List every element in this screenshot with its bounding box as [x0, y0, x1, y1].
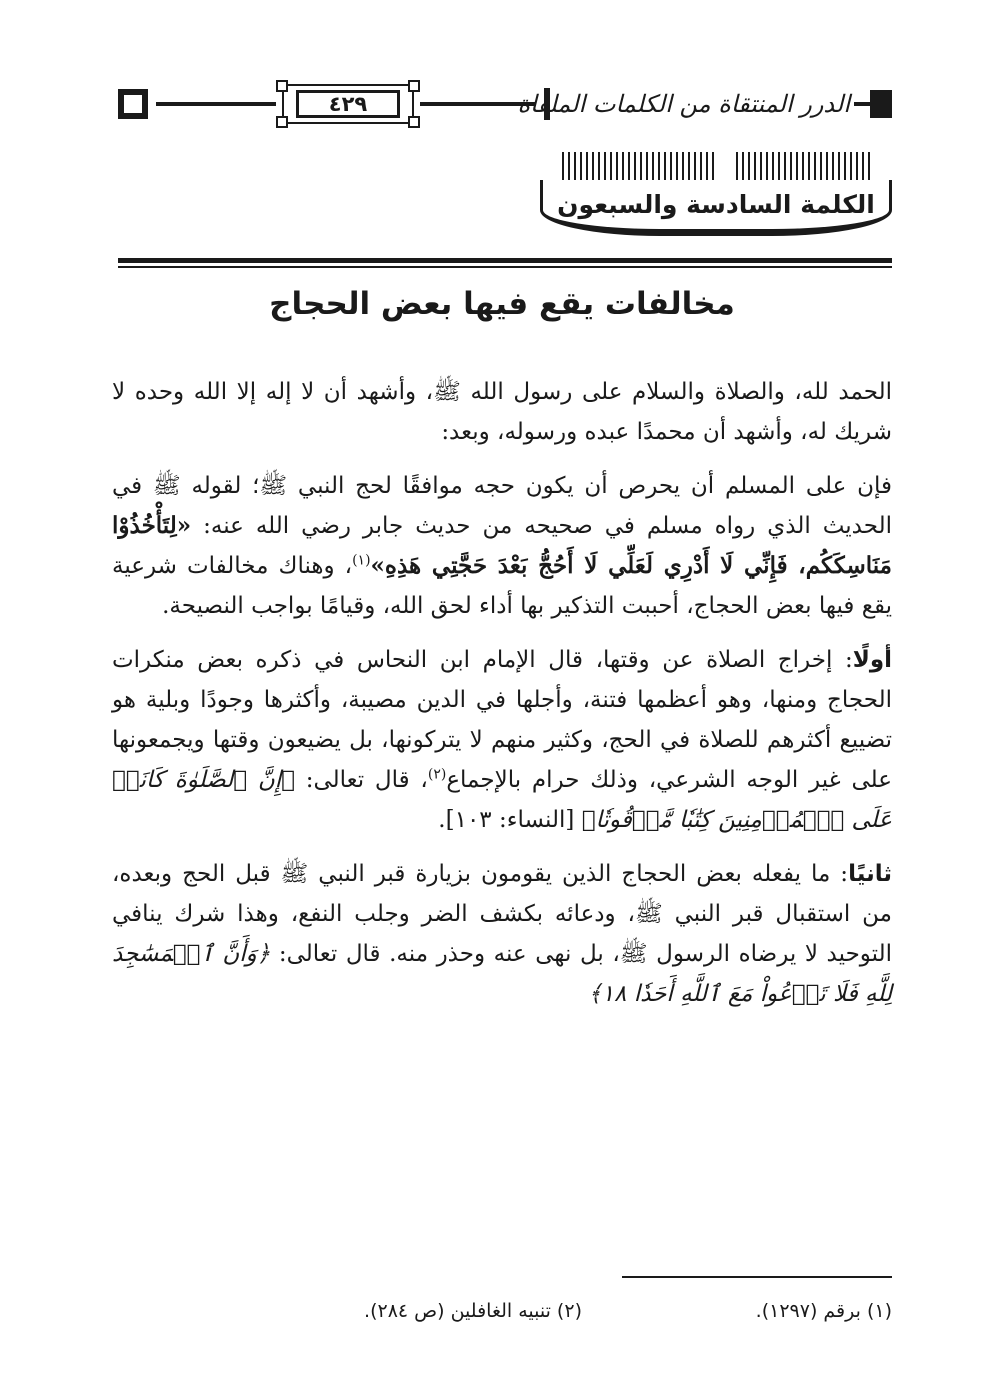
point-label-first: أولًا [852, 647, 892, 673]
hadith-quote: «لِتَأْخُذُوْا مَنَاسِكَكُم، فَإِنِّي لَا أَدْرِي لَعَلِّي لَا أَحُجُّ بَعْدَ حَجَّتِي هَذِهِ» [112, 512, 892, 579]
point-label-second: ثانيًا [848, 861, 892, 887]
chapter-label: الكلمة السادسة والسبعون [540, 180, 892, 236]
section-rule [118, 266, 892, 268]
running-header [112, 80, 892, 128]
p3-text: : إخراج الصلاة عن وقتها، قال الإمام ابن النحاس في ذكره بعض منكرات الحجاج ومنها، وهو أعظمها فتنة، وأجلها في الدين مصيبة، وأكثرها وجودًا وبلية هو تضييع أكثرهم للصلاة في الحج، وكثير منهم لا يتركونها، بل يضيعون وقتها ويجمعونها على غير الوجه الشرعي، وذلك حرام بالإجماع [112, 647, 892, 793]
footnote-1: (١) برقم (١٢٩٧). [755, 1300, 892, 1322]
header-rule [156, 102, 276, 106]
section-rule [118, 258, 892, 263]
footnotes [112, 1300, 892, 1340]
article-title: مخالفات يقع فيها بعض الحجاج [269, 286, 735, 322]
page-number: ٤٢٩ [296, 90, 400, 118]
header-rule [854, 102, 870, 106]
paragraph-2 [112, 466, 892, 626]
book-title: الدرر المنتقاة من الكلمات الملقاة [517, 90, 850, 118]
paragraph-4 [112, 854, 892, 1014]
quran-verse: ﴿وَأَنَّ ٱلۡمَسَٰجِدَ لِلَّهِ فَلَا تَدۡعُواْ مَعَ ٱللَّهِ أَحَدٗا ١٨﴾ [112, 941, 892, 1007]
p2-text-before: فإن على المسلم أن يحرص أن يكون حجه موافقًا لحج النبي ﷺ؛ لقوله ﷺ في الحديث الذي رواه مسلم في صحيحه من حديث جابر رضي الله عنه: [112, 473, 893, 539]
chapter-banner [540, 152, 892, 242]
p2-text-after: ، وهناك مخالفات شرعية يقع فيها بعض الحجاج، أحببت التذكير بها أداء لحق الله، وقيامًا بواجب النصيحة. [112, 553, 892, 619]
p4-text: : ما يفعله بعض الحجاج الذين يقومون بزيارة قبر النبي ﷺ قبل الحج وبعده، من استقبال قبر النبي ﷺ، ودعائه بكشف الضر وجلب النفع، وهذا شرك ينافي التوحيد لا يرضاه الرسول ﷺ، بل نهى عنه وحذر منه. قال تعالى: [112, 861, 893, 967]
quran-verse: ﴿إِنَّ ٱلصَّلَوٰةَ كَانَتۡ عَلَى ٱلۡمُؤۡمِنِينَ كِتَٰبٗا مَّوۡقُوتٗا﴾ [112, 767, 892, 833]
footnote-separator [622, 1276, 892, 1278]
verse-citation: [النساء: ١٠٣]. [438, 807, 575, 833]
ornament-open-square-icon [118, 89, 148, 119]
page-number-frame [276, 80, 420, 128]
footnote-ref-2: (٢) [427, 766, 447, 783]
footnote-2: (٢) تنبيه الغافلين (ص ٢٨٤). [364, 1300, 582, 1322]
body-text [112, 372, 892, 1028]
paragraph-intro: الحمد لله، والصلاة والسلام على رسول الله ﷺ، وأشهد أن لا إله إلا الله وحده لا شريك له، وأشهد أن محمدًا عبده ورسوله، وبعد: [112, 379, 892, 445]
paragraph-3 [112, 640, 892, 840]
p3-text-mid: ، قال تعالى: [305, 767, 428, 793]
footnote-ref-1: (١) [352, 552, 371, 569]
ornament-solid-square-icon [870, 90, 892, 118]
